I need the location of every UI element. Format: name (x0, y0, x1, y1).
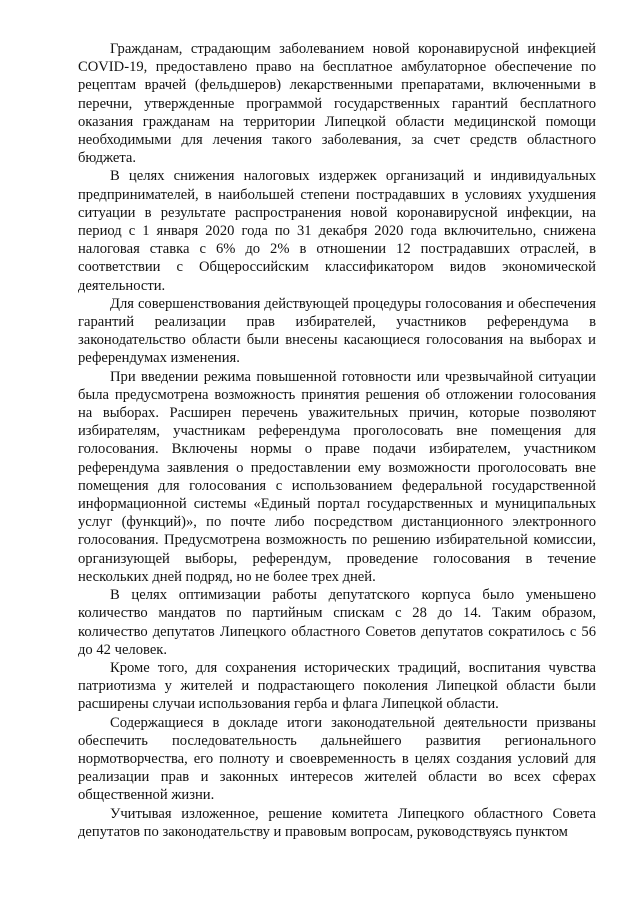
paragraph-covid-medicines: Гражданам, страдающим заболеванием новой коронавирусной инфекцией COVID-19, предоставлено право на бесплатное амбулаторное обеспечение по рецептам врачей (фельдшеров) лекарственными препаратами, включенными в перечни, утвержденные программой государственных гарантий бесплатного оказания гражданам на территории Липецкой области медицинской помощи необходимыми для лечения такого заболевания, за счет средств областного бюджета. (78, 41, 596, 167)
paragraph-results: Содержащиеся в докладе итоги законодательной деятельности призваны обеспечить последовательность дальнейшего развития регионального нормотворчества, его полноту и своевременность в целях создания условий для реализации прав и законных интересов жителей области во всех сферах общественной жизни. (78, 714, 596, 804)
paragraph-mandates: В целях оптимизации работы депутатского корпуса было уменьшено количество мандатов по партийным спискам с 28 до 14. Таким образом, количество депутатов Липецкого областного Советов депутатов сократилось с 56 до 42 человек. (78, 587, 596, 658)
paragraph-conclusion: Учитывая изложенное, решение комитета Липецкого областного Совета депутатов по законодательству и правовым вопросам, руководствуясь пунктом (78, 805, 596, 840)
paragraph-emergency-voting: При введении режима повышенной готовности или чрезвычайной ситуации была предусмотрена возможность принятия решения об отложении голосования на выборах. Расширен перечень уважительных причин, которые позволяют избирателям, участникам референдума проголосовать вне помещения для голосования. Включены нормы о праве подачи избирателем, участником референдума заявления о предоставлении ему возможности проголосовать вне помещения для голосования с использованием федеральной государственной информационной системы «Единый портал государственных и муниципальных услуг (функций)», по почте либо посредством дистанционного электронного голосования. Предусмотрена возможность по решению избирательной комиссии, организующей выборы, референдум, проведение голосования в течение нескольких дней подряд, но не более трех дней. (78, 368, 596, 585)
paragraph-traditions: Кроме того, для сохранения исторических традиций, воспитания чувства патриотизма у жителей и подрастающего поколения Липецкой области были расширены случаи использования герба и флага Липецкой области. (78, 659, 596, 713)
paragraph-tax-rate: В целях снижения налоговых издержек организаций и индивидуальных предпринимателей, в наибольшей степени пострадавших в условиях ухудшения ситуации в результате распространения новой коронавирусной инфекции, на период с 1 января 2020 года по 31 декабря 2020 года включительно, снижена налоговая ставка с 6% до 2% в отношении 12 пострадавших отраслей, в соответствии с Общероссийским классификатором видов экономической деятельности. (78, 168, 596, 294)
paragraph-voting-procedure: Для совершенствования действующей процедуры голосования и обеспечения гарантий реализации прав избирателей, участников референдума в законодательство области были внесены касающиеся голосования на выборах и референдумах изменения. (78, 295, 596, 367)
